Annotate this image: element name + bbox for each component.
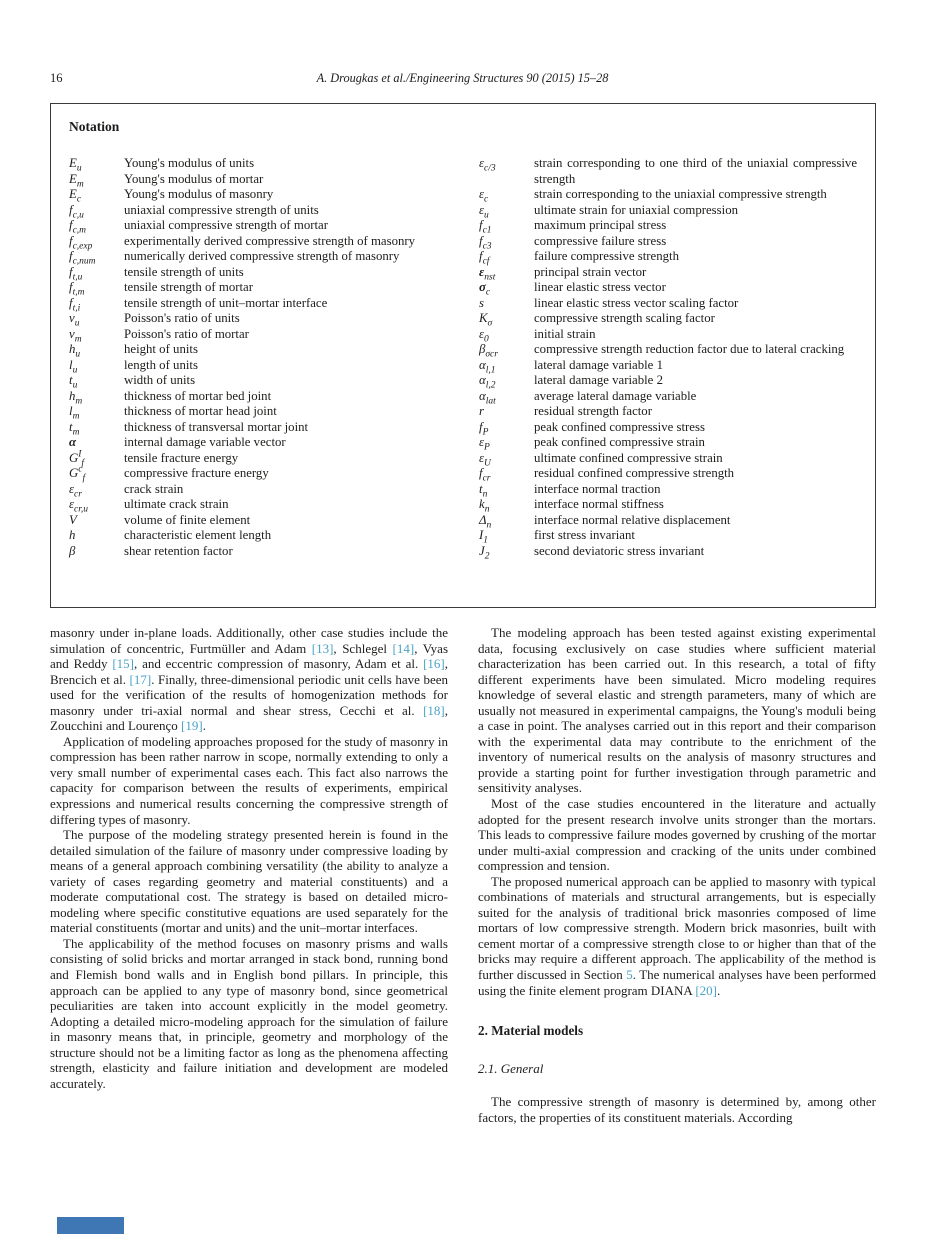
notation-entry	[479, 466, 857, 482]
notation-entry	[69, 327, 447, 343]
section-link[interactable]: 5	[626, 967, 633, 983]
notation-symbol: $\varepsilon_{nst}$	[479, 264, 496, 283]
body-column-left	[50, 625, 448, 1091]
notation-symbol: $\alpha_{l,1}$	[479, 357, 496, 376]
notation-symbol: $\varepsilon_u$	[479, 202, 489, 221]
subsection-paragraphs	[478, 1094, 876, 1125]
notation-entry	[69, 187, 447, 203]
notation-symbol: $E_u$	[69, 156, 82, 174]
notation-description: Poisson's ratio of units	[124, 311, 240, 325]
notation-entry	[69, 420, 447, 436]
notation-entry	[69, 156, 447, 172]
notation-entry	[69, 172, 447, 188]
notation-entry	[69, 358, 447, 374]
notation-description: uniaxial compressive strength of mortar	[124, 218, 328, 232]
notation-description: Young's modulus of units	[124, 156, 255, 170]
paragraph: The compressive strength of masonry is determined by, among other factors, the properties of its constituent materials. According	[478, 1094, 876, 1125]
notation-entry	[69, 311, 447, 327]
notation-symbol: $I_1$	[479, 528, 489, 546]
notation-symbol: $f_{c,exp}$	[69, 233, 93, 252]
notation-column-left	[69, 156, 447, 559]
notation-description: lateral damage variable 1	[534, 357, 663, 372]
notation-entry	[69, 451, 447, 467]
notation-description: compressive strength scaling factor	[534, 311, 715, 325]
notation-symbol: β	[69, 543, 76, 558]
notation-symbol: $\alpha_{l,2}$	[479, 373, 496, 391]
notation-symbol: $J_2$	[479, 543, 490, 562]
notation-description: compressive fracture energy	[124, 466, 269, 480]
paragraph: The proposed numerical approach can be applied to masonry with typical combinations of materials and structural arrangements, but is especially suited for the analysis of traditional brick masonries composed of lime mortars of low compressive strength. Modern brick masonries, built with cement mortar of a compressive strength close to or higher than that of the bricks may require a different approach. The applicability of the method is further discussed in Section 5. The numerical analyses have been performed using the finite element program DIANA [20].	[478, 873, 876, 998]
notation-description: principal strain vector	[534, 264, 647, 279]
notation-symbol: $f_{t,i}$	[69, 295, 81, 314]
notation-columns	[69, 156, 857, 562]
citation-link[interactable]: [14]	[392, 640, 415, 656]
notation-symbol: V	[69, 512, 77, 527]
notation-column-right	[479, 156, 857, 562]
citation-link[interactable]: [16]	[423, 656, 445, 672]
notation-description: second deviatoric stress invariant	[534, 543, 705, 558]
notation-entry	[479, 482, 857, 498]
notation-description: Poisson's ratio of mortar	[124, 326, 249, 341]
citation-link[interactable]: [19]	[181, 718, 203, 734]
notation-symbol: $\varepsilon_c$	[479, 187, 489, 205]
notation-description: residual strength factor	[534, 404, 652, 418]
notation-entry	[479, 513, 857, 529]
notation-description: crack strain	[124, 481, 184, 496]
notation-entry	[69, 280, 447, 296]
notation-entry	[479, 218, 857, 234]
notation-entry	[69, 513, 447, 529]
notation-symbol: $f_{cr}$	[479, 466, 491, 484]
notation-description: shear retention factor	[124, 543, 233, 558]
paragraph: Application of modeling approaches proposed for the study of masonry in compression has been rather narrow in scope, normally extending to only a very small number of experimental cases each. This fact also narrows the capacity for comparison between the results of experiments, empirical expressions and numerical results concerning the compressive strength of differing types of masonry.	[50, 733, 448, 827]
notation-entry	[69, 249, 447, 265]
notation-entry	[479, 420, 857, 436]
paragraph: Most of the case studies encountered in the literature and actually adopted for the present research involve units stronger than the mortars. This leads to compressive failure modes governed by crushing of the mortar under multi-axial compression and cracking of the units under combined compression and tension.	[478, 796, 876, 874]
notation-symbol: $t_m$	[69, 419, 80, 438]
notation-title: Notation	[69, 119, 120, 134]
citation-link[interactable]: [18]	[423, 702, 445, 718]
notation-description: characteristic element length	[124, 528, 272, 542]
citation-link[interactable]: [17]	[129, 671, 152, 687]
notation-entry	[69, 544, 447, 560]
notation-description: strain corresponding to one third of the uniaxial compressive strength	[534, 156, 857, 186]
notation-symbol: α	[69, 435, 77, 449]
notation-description: experimentally derived compressive strength of masonry	[124, 233, 416, 248]
notation-entry	[479, 497, 857, 513]
notation-symbol: $\nu_m$	[69, 326, 82, 345]
notation-entry	[479, 389, 857, 405]
notation-symbol: $f_{t,u}$	[69, 264, 83, 283]
notation-entry	[479, 156, 857, 187]
section-heading: 2. Material models	[478, 1023, 584, 1039]
notation-entry	[69, 234, 447, 250]
notation-description: tensile strength of mortar	[124, 280, 253, 294]
notation-symbol: $f_{c1}$	[479, 218, 492, 236]
notation-description: tensile fracture energy	[124, 450, 239, 465]
notation-symbol: $\varepsilon_{cr}$	[69, 481, 82, 500]
notation-entry	[69, 296, 447, 312]
notation-symbol: $f_{c,u}$	[69, 202, 84, 221]
notation-symbol: $\nu_u$	[69, 311, 80, 329]
notation-description: ultimate crack strain	[124, 497, 229, 511]
notation-description: thickness of mortar bed joint	[124, 388, 272, 403]
running-head: A. Drougkas et al./Engineering Structures 90 (2015) 15–28	[316, 71, 609, 85]
notation-symbol: $\varepsilon_U$	[479, 450, 491, 469]
notation-symbol: $k_n$	[479, 497, 490, 515]
notation-symbol: $f_{c3}$	[479, 233, 492, 252]
notation-entry	[479, 435, 857, 451]
notation-description: height of units	[124, 342, 198, 356]
page-number: 16	[50, 71, 63, 85]
notation-entry	[479, 342, 857, 358]
notation-symbol: $f_P$	[479, 419, 489, 438]
notation-description: length of units	[124, 357, 198, 372]
paragraph: The applicability of the method focuses on masonry prisms and walls consisting of solid bricks and mortar arranged in stack bond, running bond and Flemish bond walls and in English bond pillars. In principle, this approach can be applied to any type of masonry bond, since geometrical peculiarities are taken into account explicitly in the model geometry. Adopting a detailed micro-modeling approach for the simulation of failure in masonry means that, in principle, geometry and morphology of the structure should not be a limiting factor as long as the phenomena affecting strength, elasticity and failure initiation and development are modeled accurately.	[50, 935, 448, 1091]
notation-description: internal damage variable vector	[124, 435, 286, 449]
notation-symbol: $t_u$	[69, 373, 78, 391]
notation-description: failure compressive strength	[534, 249, 679, 263]
notation-description: numerically derived compressive strength of masonry	[124, 249, 400, 263]
notation-description: ultimate strain for uniaxial compression	[534, 202, 738, 217]
notation-description: width of units	[124, 373, 196, 387]
notation-symbol: $l_m$	[69, 404, 80, 422]
notation-symbol: $\sigma_c$	[479, 280, 491, 298]
notation-symbol: $\varepsilon_{c/3}$	[479, 156, 496, 174]
notation-entry	[479, 311, 857, 327]
notation-description: interface normal relative displacement	[534, 512, 731, 527]
notation-entry	[69, 404, 447, 420]
notation-entry	[479, 265, 857, 281]
paragraph: The purpose of the modeling strategy presented herein is found in the detailed simulation of the failure of masonry under compressive loading by means of a general approach combining versatility (the ability to analyze a variety of cases regarding geometry and material constituents) and a moderate computational cost. The strategy is based on detailed micro-modeling where specific constitutive equations are used separately for the material constituents (mortar and units) and the unit–mortar interfaces.	[50, 827, 448, 936]
notation-symbol: r	[479, 404, 484, 418]
notation-description: Young's modulus of mortar	[124, 171, 264, 186]
notation-description: thickness of mortar head joint	[124, 404, 277, 418]
notation-entry	[69, 265, 447, 281]
notation-symbol: $G^c_f$	[69, 464, 86, 484]
notation-entry	[479, 187, 857, 203]
notation-description: linear elastic stress vector	[534, 280, 666, 294]
right-column-paragraphs	[478, 625, 876, 998]
notation-entry	[479, 451, 857, 467]
notation-entry	[479, 373, 857, 389]
notation-entry	[479, 234, 857, 250]
notation-entry	[479, 528, 857, 544]
notation-symbol: $\varepsilon_{cr,u}$	[69, 497, 89, 515]
notation-symbol: $\alpha_{lat}$	[479, 388, 496, 407]
notation-symbol: $f_{cf}$	[479, 249, 490, 267]
notation-entry	[69, 389, 447, 405]
notation-symbol: $\varepsilon_0$	[479, 326, 489, 345]
notation-description: interface normal traction	[534, 481, 661, 496]
notation-entry	[479, 296, 857, 312]
notation-entry	[479, 544, 857, 560]
paragraph: masonry under in-plane loads. Additionally, other case studies include the simulation of concentric, Furtmüller and Adam [13], Schlegel [14], Vyas and Reddy [15], and eccentric compression of masonry, Adam et al. [16], Brencich et al. [17]. Finally, three-dimensional periodic unit cells have been used for the verification of the results of homogenization methods for masonry under tri-axial normal and shear stress, Cecchi et al. [18], Zoucchini and Lourenço [19].	[50, 625, 449, 734]
notation-description: linear elastic stress vector scaling factor	[534, 295, 739, 310]
body-column-right	[478, 625, 876, 1125]
notation-symbol: $f_{c,num}$	[69, 249, 96, 267]
notation-description: initial strain	[534, 326, 596, 341]
notation-symbol: $l_u$	[69, 357, 78, 376]
notation-symbol: h	[69, 528, 76, 542]
notation-entry	[69, 203, 447, 219]
notation-description: strain corresponding to the uniaxial compressive strength	[534, 187, 827, 201]
notation-entry	[479, 280, 857, 296]
notation-entry	[69, 528, 447, 544]
notation-description: Young's modulus of masonry	[124, 187, 274, 201]
notation-symbol: $\varepsilon_P$	[479, 435, 490, 453]
notation-symbol: $h_m$	[69, 388, 83, 407]
notation-description: thickness of transversal mortar joint	[124, 419, 309, 434]
notation-entry	[69, 373, 447, 389]
notation-symbol: $E_c$	[69, 187, 82, 205]
notation-description: ultimate confined compressive strain	[534, 450, 723, 465]
notation-description: volume of finite element	[124, 512, 251, 527]
notation-description: residual confined compressive strength	[534, 466, 735, 480]
notation-symbol: $t_n$	[479, 481, 488, 500]
notation-entry	[479, 404, 857, 420]
notation-description: maximum principal stress	[534, 218, 667, 232]
citation-link[interactable]: [15]	[112, 656, 135, 672]
notation-entry	[69, 466, 447, 482]
notation-entry	[69, 435, 447, 451]
citation-link[interactable]: [20]	[695, 982, 718, 998]
notation-symbol: $f_{c,m}$	[69, 218, 87, 236]
notation-description: peak confined compressive stress	[534, 419, 705, 434]
notation-symbol: $f_{t,m}$	[69, 280, 85, 298]
notation-description: tensile strength of units	[124, 264, 244, 279]
notation-entry	[479, 203, 857, 219]
notation-description: first stress invariant	[534, 528, 635, 542]
notation-description: uniaxial compressive strength of units	[124, 202, 319, 217]
citation-link[interactable]: [13]	[311, 640, 334, 656]
notation-entry	[69, 342, 447, 358]
notation-description: average lateral damage variable	[534, 388, 697, 403]
notation-entry	[479, 358, 857, 374]
notation-description: compressive strength reduction factor due to lateral cracking	[534, 342, 845, 356]
notation-entry	[69, 497, 447, 513]
notation-entry	[69, 482, 447, 498]
notation-description: lateral damage variable 2	[534, 373, 663, 387]
notation-symbol: $\beta_{\sigma cr}$	[479, 342, 498, 360]
notation-symbol: $G^I_f$	[69, 449, 85, 469]
subsection-heading: 2.1. General	[478, 1060, 544, 1076]
notation-symbol: $E_m$	[69, 171, 84, 190]
notation-entry	[479, 249, 857, 265]
notation-symbol: $\Delta_n$	[479, 512, 492, 531]
paragraph: The modeling approach has been tested against existing experimental data, focusing exclusively on case studies where sufficient material characterization has been carried out. In this research, a total of fifty different experiments have been simulated. Micro modeling requires knowledge of several elastic and strength parameters, many of which are usually not measured in experimental campaigns, the Young's moduli being a case in point. The analyses carried out in this report and their comparison with the experimental data may contribute to the enrichment of the inventory of numerical results on the analysis of masonry structures and provide a starting point for further investigation through parametric and sensitivity analyses.	[478, 625, 876, 796]
notation-symbol: s	[479, 295, 484, 310]
notation-symbol: $h_u$	[69, 342, 81, 360]
notation-entry	[479, 327, 857, 343]
notation-description: interface normal stiffness	[534, 497, 664, 511]
notation-description: compressive failure stress	[534, 233, 667, 248]
notation-box	[50, 103, 876, 608]
notation-entry	[69, 218, 447, 234]
footer-annotation-mark	[57, 1217, 124, 1234]
notation-symbol: $K_\sigma$	[479, 311, 493, 329]
notation-description: peak confined compressive strain	[534, 435, 705, 449]
notation-description: tensile strength of unit–mortar interface	[124, 295, 328, 310]
